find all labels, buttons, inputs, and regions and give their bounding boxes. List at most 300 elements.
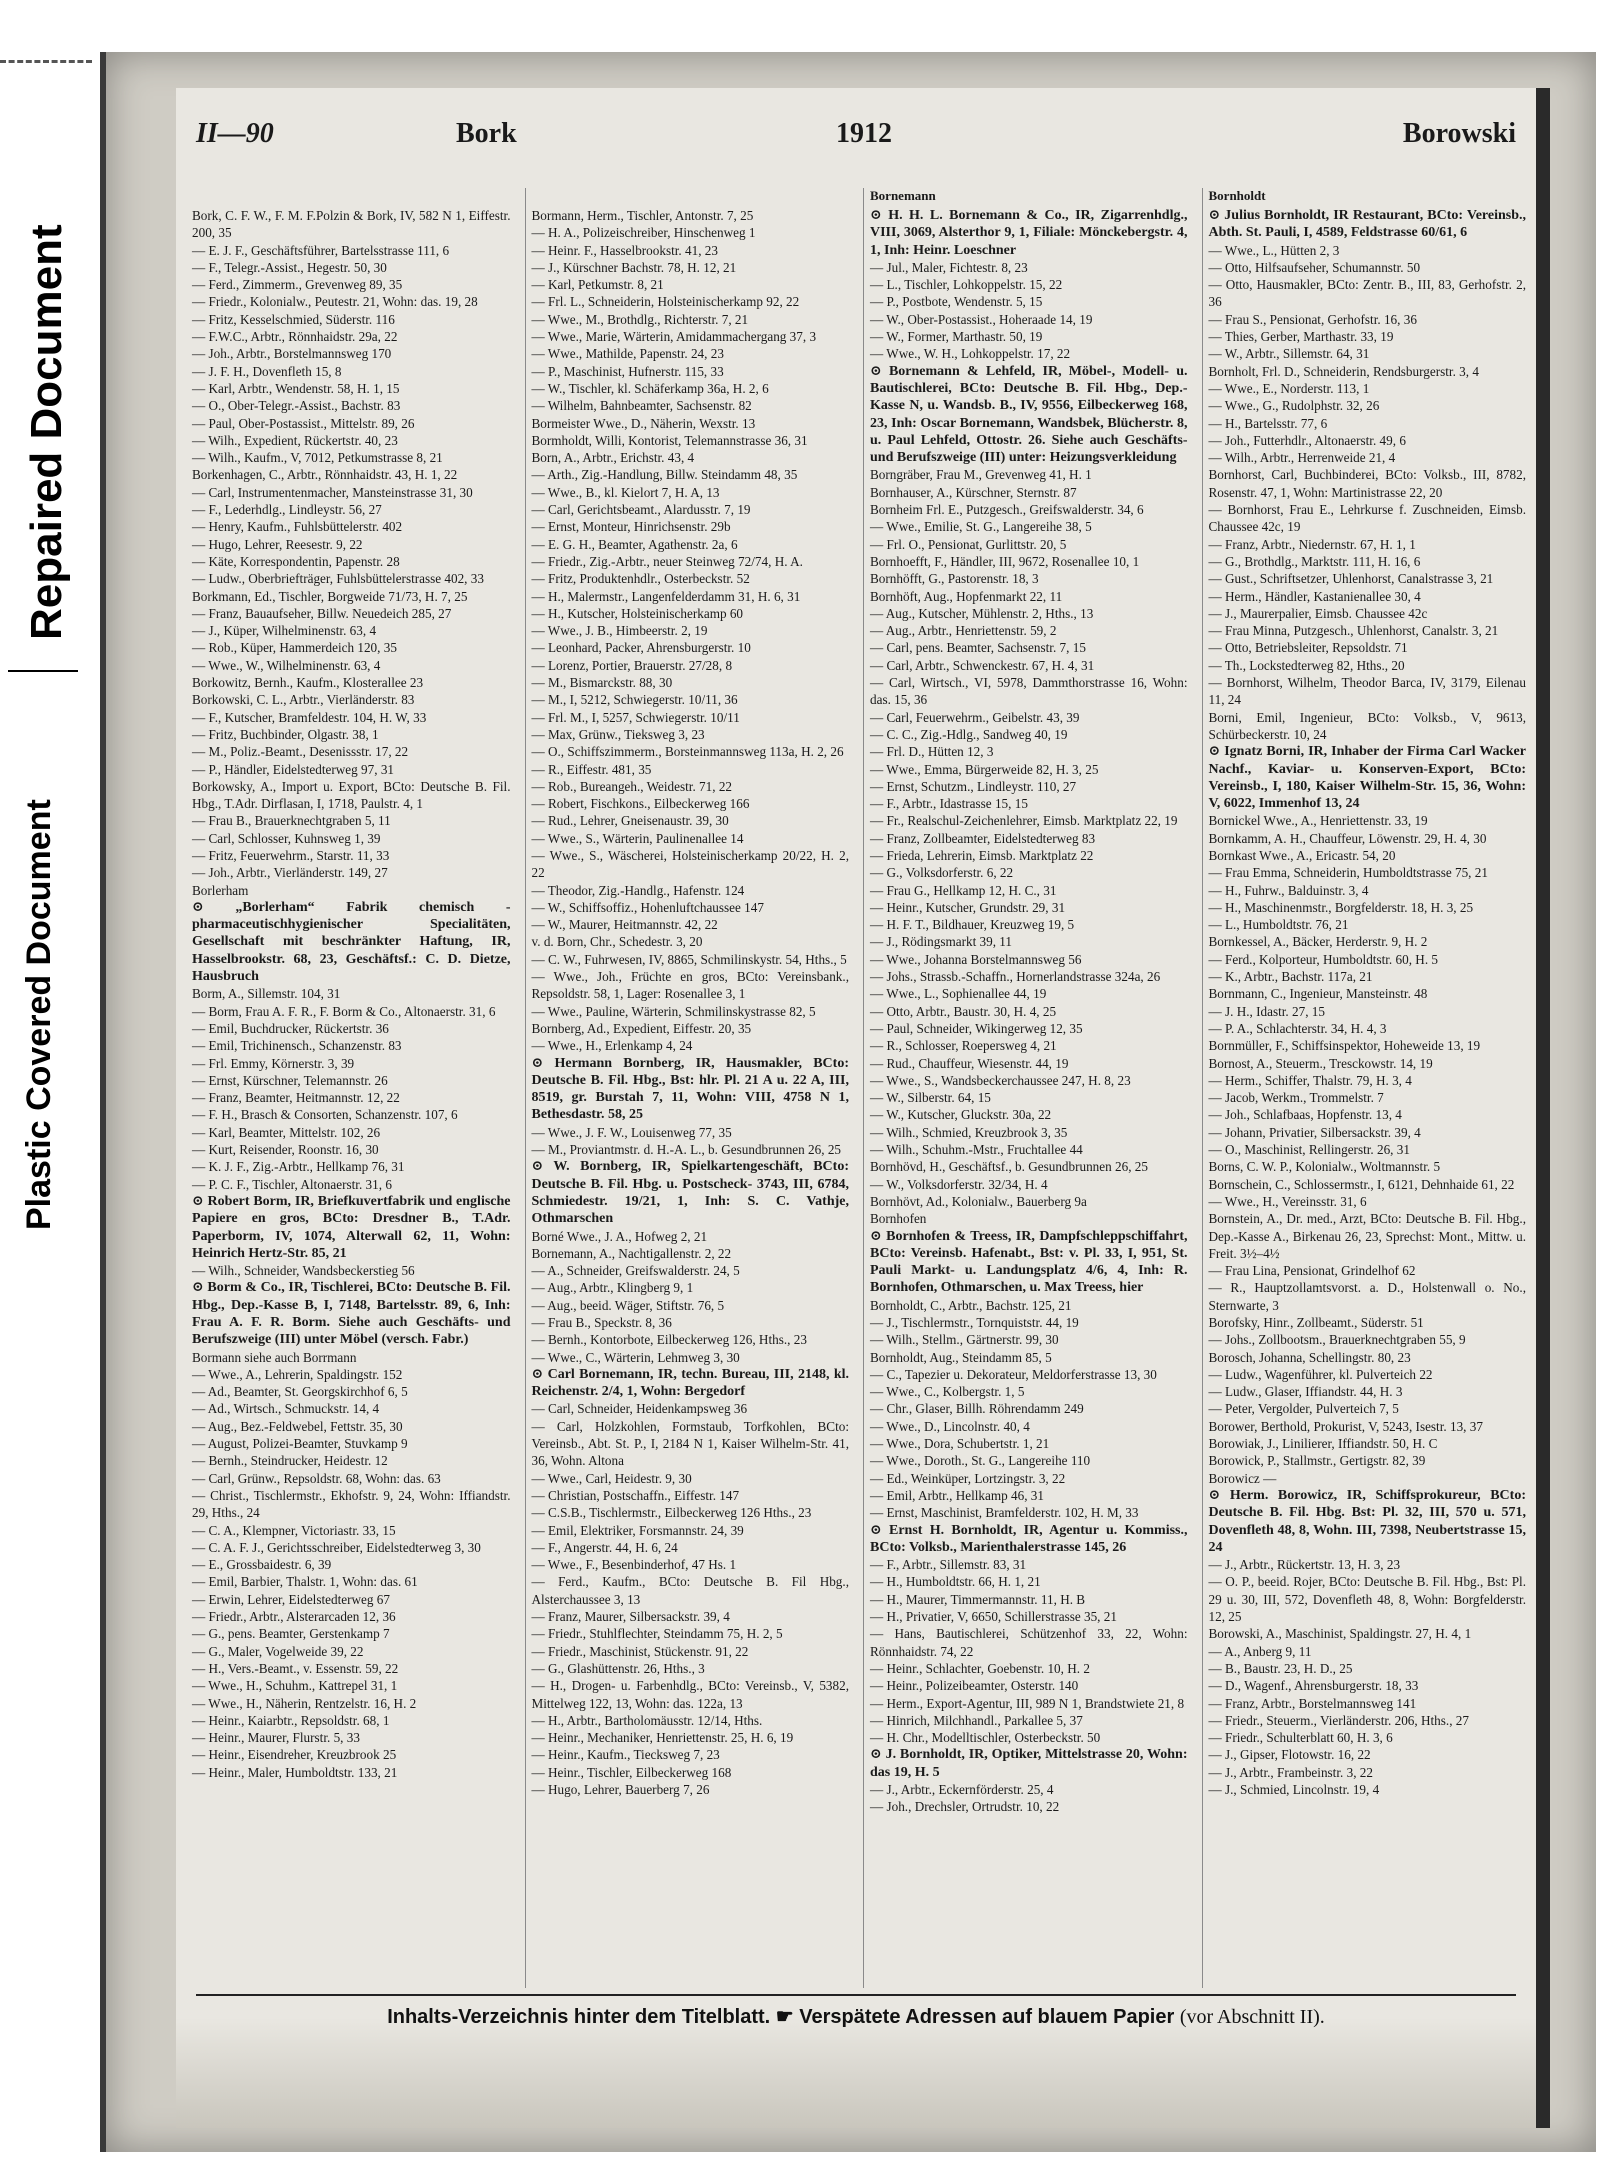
directory-entry: — Aug., beeid. Wäger, Stiftstr. 76, 5	[531, 1297, 725, 1313]
directory-entry: — Franz, Bauaufseher, Billw. Neuedeich 285, 27	[192, 605, 452, 621]
directory-entry: — Wilh., Stellm., Gärtnerstr. 99, 30	[870, 1332, 1059, 1348]
directory-entry: — M., I, 5212, Schwiegerstr. 10/11, 36	[531, 692, 738, 708]
directory-entry: — F., Angerstr. 44, H. 6, 24	[531, 1539, 678, 1555]
directory-entry: — Wwe., F., Besenbinderhof, 47 Hs. 1	[531, 1557, 737, 1573]
directory-entry: Bornheim Frl. E., Putzgesch., Greifswalderstr. 34, 6	[870, 502, 1144, 518]
directory-entry: — J., Arbtr., Rückertstr. 13, H. 3, 23	[1208, 1557, 1401, 1573]
directory-entry: — J., Arbtr., Frambeinstr. 3, 22	[1208, 1764, 1373, 1780]
directory-entry: — Otto, Hausmakler, BCto: Zentr. B., III, 83, Gerhofstr. 2, 36	[1208, 277, 1526, 310]
directory-entry: Borosch, Johanna, Schellingstr. 80, 23	[1208, 1349, 1411, 1365]
directory-entry: Bornemann, A., Nachtigallenstr. 2, 22	[531, 1245, 732, 1261]
directory-entry: — Carl, Gerichtsbeamt., Alardusstr. 7, 19	[531, 502, 751, 518]
directory-entry: — C. C., Zig.-Hdlg., Sandweg 40, 19	[870, 726, 1068, 742]
directory-entry: — Käte, Korrespondentin, Papenstr. 28	[192, 553, 400, 569]
directory-entry: — K. J. F., Zig.-Arbtr., Hellkamp 76, 31	[192, 1159, 405, 1175]
directory-entry: Bornhorst, Carl, Buchbinderei, BCto: Volksb., III, 8782, Rosenstr. 47, 1, Wohn: Martinistrasse 22, 20	[1208, 467, 1526, 500]
directory-entry: Bornstein, A., Dr. med., Arzt, BCto: Deutsche B. Fil. Hbg., Dep.-Kasse A., Birkenau 26, 23, Sprechst: Mont., Mittw. u. Freit. 3½–4½	[1208, 1211, 1526, 1261]
directory-entry: — Wilh., Kaufm., V, 7012, Petkumstrasse 8, 21	[192, 450, 443, 466]
directory-entry: — Henry, Kaufm., Fuhlsbüttelerstr. 402	[192, 519, 403, 535]
directory-entry: — Wilhelm, Bahnbeamter, Sachsenstr. 82	[531, 398, 752, 414]
directory-entry: ⊙ Bornhofen & Treess, IR, Dampfschleppschiffahrt, BCto: Vereinsb. Hafenabt., Bst: v. Pl. 33, I, 951, St. Pauli Markt- u. Landungsplatz 4/6, 4, Inh: R. Bornhofen, Othmarschen, u. Max Treess, hier	[870, 1228, 1188, 1296]
directory-entry: — Gust., Schriftsetzer, Uhlenhorst, Canalstrasse 3, 21	[1208, 571, 1494, 587]
directory-entry: — H., Kutscher, Holsteinischerkamp 60	[531, 605, 744, 621]
directory-entry: — Christian, Postschaffn., Eiffestr. 147	[531, 1487, 740, 1503]
directory-entry: — Karl, Beamter, Mittelstr. 102, 26	[192, 1124, 381, 1140]
directory-entry: Bornhauser, A., Kürschner, Sternstr. 87	[870, 484, 1077, 500]
directory-entry: Borns, C. W. P., Kolonialw., Woltmannstr. 5	[1208, 1159, 1441, 1175]
directory-entry: — Fr., Realschul-Zeichenlehrer, Eimsb. Marktplatz 22, 19	[870, 813, 1178, 829]
directory-entry: — Ernst, Monteur, Hinrichsenstr. 29b	[531, 519, 731, 535]
directory-entry: Bornost, A., Steuerm., Tresckowstr. 14, 19	[1208, 1055, 1433, 1071]
directory-entry: — C. W., Fuhrwesen, IV, 8865, Schmilinskystr. 54, Hths., 5	[531, 951, 847, 967]
directory-entry: — Heinr., Eisendreher, Kreuzbrook 25	[192, 1747, 397, 1763]
directory-entry: — Frau S., Pensionat, Gerhofstr. 16, 36	[1208, 311, 1417, 327]
directory-entry: — Frau B., Brauerknechtgraben 5, 11	[192, 813, 391, 829]
directory-entry: ⊙ Bornemann & Lehfeld, IR, Möbel-, Modell- u. Bautischlerei, BCto: Deutsche B. Fil. Hbg., Dep.-Kasse N, u. Wandsb. B., IV, 9556, Eilbeckerweg 168, 23, Inh: Oscar Bornemann, Wandsbek, Blücherstr. 8, u. Paul Lehfeld, Ottostr. 26. Siehe auch Geschäfts- und Berufszweige (III) unter: Heizungsverkleidung	[870, 363, 1188, 466]
directory-entry: Borkmann, Ed., Tischler, Borgweide 71/73, H. 7, 25	[192, 588, 468, 604]
directory-entry: Born, A., Arbtr., Erichstr. 43, 4	[531, 450, 695, 466]
directory-entry: ⊙ W. Bornberg, IR, Spielkartengeschäft, BCto: Deutsche B. Fil. Hbg. u. Postscheck- 3743, III, 6784, Schmiedestr. 19/21, 1, Inh: S. C. Vathje, Othmarschen	[531, 1159, 849, 1227]
directory-entry: Bornhöft, Aug., Hopfenmarkt 22, 11	[870, 588, 1063, 604]
directory-entry: — Wilh., Schneider, Wandsbeckerstieg 56	[192, 1263, 415, 1279]
directory-entry: Bornberg, Ad., Expedient, Eiffestr. 20, 35	[531, 1020, 752, 1036]
directory-entry: — L., Humboldtstr. 76, 21	[1208, 917, 1349, 933]
directory-entry: Bornholt, Frl. D., Schneiderin, Rendsburgerstr. 3, 4	[1208, 363, 1479, 379]
directory-entry: — Wwe., Carl, Heidestr. 9, 30	[531, 1470, 692, 1486]
directory-entry: — Heinr., Kaiarbtr., Repsoldstr. 68, 1	[192, 1712, 390, 1728]
directory-entry: — E., Grossbaidestr. 6, 39	[192, 1557, 332, 1573]
directory-entry: — Frl. M., I, 5257, Schwiegerstr. 10/11	[531, 709, 740, 725]
directory-entry: — Friedr., Kolonialw., Peutestr. 21, Wohn: das. 19, 28	[192, 294, 478, 310]
directory-entry: — Robert, Fischkons., Eilbeckerweg 166	[531, 796, 750, 812]
directory-entry: — Arth., Zig.-Handlung, Billw. Steindamm 48, 35	[531, 467, 798, 483]
directory-entry: Bormann siehe auch Borrmann	[192, 1349, 357, 1365]
directory-entry: — O., Ober-Telegr.-Assist., Bachstr. 83	[192, 398, 401, 414]
directory-entry: — Ludw., Oberbriefträger, Fuhlsbüttelerstrasse 402, 33	[192, 571, 484, 587]
directory-entry: Borowick, P., Stallmstr., Gertigstr. 82, 39	[1208, 1453, 1426, 1469]
directory-entry: — Wwe., A., Lehrerin, Spaldingstr. 152	[192, 1366, 403, 1382]
directory-entry: — Christ., Tischlermstr., Ekhofstr. 9, 24, Wohn: Iffiandstr. 29, Hths., 24	[192, 1487, 511, 1521]
directory-entry: — Franz, Arbtr., Niedernstr. 67, H. 1, 1	[1208, 536, 1416, 552]
directory-entry: — R., Schlosser, Roepersweg 4, 21	[870, 1038, 1057, 1054]
directory-entry: — Ferd., Kolporteur, Humboldtstr. 60, H. 5	[1208, 951, 1439, 967]
plastic-covered-document-label: Plastic Covered Document	[20, 799, 58, 1230]
directory-entry: Borkowsky, A., Import u. Export, BCto: Deutsche B. Fil. Hbg., T.Adr. Dirflasan, I, 1718, Paulstr. 4, 1	[192, 778, 511, 812]
directory-entry: — Wwe., B., kl. Kielort 7, H. A, 13	[531, 484, 720, 500]
directory-entry: — Frl. O., Pensionat, Gurlittstr. 20, 5	[870, 536, 1067, 552]
column-entries	[532, 207, 850, 1798]
directory-entry: — Carl, Schlosser, Kuhnsweg 1, 39	[192, 830, 381, 846]
directory-entry: — H., Privatier, V, 6650, Schillerstrasse 35, 21	[870, 1609, 1117, 1625]
directory-entry: ⊙ Julius Bornholdt, IR Restaurant, BCto: Vereinsb., Abth. St. Pauli, I, 4589, Feldstrasse 60/61, 6	[1208, 208, 1526, 241]
directory-entry: — H. Chr., Modelltischler, Osterbeckstr. 50	[870, 1730, 1101, 1746]
directory-entry: Borowski, A., Maschinist, Spaldingstr. 27, H. 4, 1	[1208, 1626, 1472, 1642]
directory-entry: — C., Tapezier u. Dekorateur, Meldorferstrasse 13, 30	[870, 1366, 1157, 1382]
directory-entry: — Wwe., H., Schuhm., Kattrepel 31, 1	[192, 1678, 398, 1694]
directory-entry: — Wwe., M., Brothdlg., Richterstr. 7, 21	[531, 311, 749, 327]
directory-entry: — Erwin, Lehrer, Eidelstedterweg 67	[192, 1591, 390, 1607]
directory-entry: Borngräber, Frau M., Grevenweg 41, H. 1	[870, 467, 1092, 483]
directory-entry: — Paul, Schneider, Wikingerweg 12, 35	[870, 1020, 1083, 1036]
directory-entry: — E. G. H., Beamter, Agathenstr. 2a, 6	[531, 536, 738, 552]
directory-entry: — Joh., Schlafbaas, Hopfenstr. 13, 4	[1208, 1107, 1402, 1123]
directory-entry: ⊙ J. Bornholdt, IR, Optiker, Mittelstrasse 20, Wohn: das 19, H. 5	[870, 1747, 1188, 1780]
directory-entry: — W., Arbtr., Sillemstr. 64, 31	[1208, 346, 1370, 362]
directory-entry: — H. F. T., Bildhauer, Kreuzweg 19, 5	[870, 917, 1075, 933]
directory-entry: — Ed., Weinküper, Lortzingstr. 3, 22	[870, 1470, 1066, 1486]
directory-entry: — Wwe., W., Wilhelminenstr. 63, 4	[192, 657, 381, 673]
directory-entry: ⊙ H. H. L. Bornemann & Co., IR, Zigarrenhdlg., VIII, 3069, Alsterthor 9, 1, Filiale: Mönckebergstr. 4, 1, Inh: Heinr. Loeschner	[870, 208, 1188, 258]
footer-rule	[196, 1994, 1516, 1996]
directory-entry: v. d. Born, Chr., Schedestr. 3, 20	[531, 934, 703, 950]
directory-entry: Bornhöfft, G., Pastorenstr. 18, 3	[870, 571, 1039, 587]
directory-entry: — Bornhorst, Frau E., Lehrkurse f. Zuschneiden, Eimsb. Chaussee 42c, 19	[1208, 502, 1526, 535]
directory-entry: — Wwe., Emma, Bürgerweide 82, H. 3, 25	[870, 761, 1099, 777]
directory-entry: — W., Volksdorferstr. 32/34, H. 4	[870, 1176, 1048, 1192]
directory-entry: — Fritz, Kesselschmied, Süderstr. 116	[192, 311, 395, 327]
directory-entry: — H., Drogen- u. Farbenhdlg., BCto: Vereinsb., V, 5382, Mittelweg 122, 13, Wohn: das. 122a, 13	[531, 1678, 849, 1711]
directory-entry: — Herm., Schiffer, Thalstr. 79, H. 3, 4	[1208, 1072, 1412, 1088]
directory-entry: — Wwe., Mathilde, Papenstr. 24, 23	[531, 346, 724, 362]
directory-entry: — Ferd., Kaufm., BCto: Deutsche B. Fil Hbg., Alsterchaussee 3, 13	[531, 1574, 849, 1607]
directory-entry: — Aug., Bez.-Feldwebel, Fettstr. 35, 30	[192, 1418, 403, 1434]
directory-entry: — Frau Lina, Pensionat, Grindelhof 62	[1208, 1263, 1416, 1279]
head-last-name: Borowski	[1402, 118, 1516, 149]
directory-entry: — Friedr., Schulterblatt 60, H. 3, 6	[1208, 1730, 1393, 1746]
directory-entry: Bornschein, C., Schlossermstr., I, 6121, Dehnhaide 61, 22	[1208, 1176, 1515, 1192]
directory-entry: — J., Tischlermstr., Tornquiststr. 44, 19	[870, 1315, 1079, 1330]
directory-entry: — Joh., Arbtr., Vierländerstr. 149, 27	[192, 865, 388, 881]
directory-entry: — Wwe., D., Lincolnstr. 40, 4	[870, 1418, 1030, 1434]
directory-entry: — Wwe., Joh., Früchte en gros, BCto: Vereinsbank., Repsoldstr. 58, 1, Lager: Rosenallee 3, 1	[531, 969, 849, 1002]
directory-entry: — P., Händler, Eidelstedterweg 97, 31	[192, 761, 395, 777]
directory-entry: — Jul., Maler, Fichtestr. 8, 23	[870, 259, 1028, 275]
page-number: II—90	[196, 118, 274, 149]
directory-entry: — Wwe., E., Norderstr. 113, 1	[1208, 380, 1370, 396]
scanned-page	[100, 52, 1596, 2152]
directory-entry: — Joh., Drechsler, Ortrudstr. 10, 22	[870, 1799, 1060, 1815]
column-head	[532, 188, 850, 204]
column-head	[192, 188, 511, 204]
directory-entry: — O., Maschinist, Rellingerstr. 26, 31	[1208, 1142, 1410, 1158]
repaired-document-label: Repaired Document	[22, 224, 71, 640]
directory-entry: Bornmüller, F., Schiffsinspektor, Hoheweide 13, 19	[1208, 1038, 1481, 1054]
directory-entry: — Aug., Arbtr., Henriettenstr. 59, 2	[870, 623, 1057, 639]
sheet-shadow	[176, 2018, 1536, 2128]
directory-entry: Borni, Emil, Ingenieur, BCto: Volksb., V, 9613, Schürbeckerstr. 10, 24	[1208, 709, 1526, 742]
directory-entry: — Rob., Bureangeh., Weidestr. 71, 22	[531, 778, 733, 794]
directory-column-2	[525, 188, 850, 1988]
directory-entry: — Carl, Wirtsch., VI, 5978, Dammthorstrasse 16, Wohn: das. 15, 36	[870, 675, 1188, 708]
directory-entry: — Heinr., Schlachter, Goebenstr. 10, H. 2	[870, 1660, 1090, 1676]
directory-entry: — Bernh., Kontorbote, Eilbeckerweg 126, Hths., 23	[531, 1332, 807, 1348]
directory-entry: — W., Ober-Postassist., Hoheraade 14, 19	[870, 311, 1093, 327]
directory-entry: ⊙ Borm & Co., IR, Tischlerei, BCto: Deutsche B. Fil. Hbg., Dep.-Kasse B, I, 7148, Bartelsstr. 89, 6, Inh: Frau A. F. R. Borm. Siehe auch Geschäfts- und Berufszweige (III) unter Möbel (versch. Fabr.)	[192, 1280, 511, 1348]
directory-entry: — F., Telegr.-Assist., Hegestr. 50, 30	[192, 259, 387, 275]
directory-columns	[186, 188, 1526, 1988]
directory-entry: — Carl, Holzkohlen, Formstaub, Torfkohlen, BCto: Vereinsb., Abt. St. P., I, 2184 N 1, Kaiser Wilhelm-Str. 41, 36, Wohn. Altona	[531, 1418, 849, 1469]
directory-entry: Borkowitz, Bernh., Kaufm., Klosterallee 23	[192, 675, 424, 691]
directory-entry: — Ernst, Maschinist, Bramfelderstr. 102, H. M, 33	[870, 1505, 1139, 1521]
directory-entry: — Friedr., Stuhlflechter, Steindamm 75, H. 2, 5	[531, 1626, 783, 1642]
directory-entry: — Friedr., Zig.-Arbtr., neuer Steinweg 72/74, H. A.	[531, 553, 803, 569]
directory-entry: — Rud., Lehrer, Gneisenaustr. 39, 30	[531, 813, 729, 829]
directory-entry: — Franz, Zollbeamter, Eidelstedterweg 83	[870, 830, 1096, 846]
directory-entry: Bornhofen	[870, 1211, 927, 1227]
directory-entry: Borkenhagen, C., Arbtr., Rönnhaidstr. 43, H. 1, 22	[192, 467, 458, 483]
directory-entry: — Carl, pens. Beamter, Sachsenstr. 7, 15	[870, 640, 1086, 656]
directory-entry: — G., Maler, Vogelweide 39, 22	[192, 1643, 364, 1659]
head-year: 1912	[836, 118, 892, 149]
directory-entry: — J. H., Idastr. 27, 15	[1208, 1003, 1325, 1019]
directory-entry: — Emil, Trichinensch., Schanzenstr. 83	[192, 1038, 402, 1054]
directory-entry: — Emil, Elektriker, Forsmannstr. 24, 39	[531, 1522, 744, 1538]
directory-entry: — G., Brothdlg., Marktstr. 111, H. 16, 6	[1208, 553, 1421, 569]
directory-entry: — Wwe., G., Rudolphstr. 32, 26	[1208, 398, 1380, 414]
directory-entry: Borm, A., Sillemstr. 104, 31	[192, 986, 341, 1002]
directory-entry: — G., Volksdorferstr. 6, 22	[870, 865, 1014, 881]
directory-entry: — E. J. F., Geschäftsführer, Bartelsstrasse 111, 6	[192, 242, 450, 258]
directory-entry: — Hans, Bautischlerei, Schützenhof 33, 22, Wohn: Rönnhaidstr. 74, 22	[870, 1626, 1188, 1659]
directory-entry: — Wwe., S., Wandsbeckerchaussee 247, H. 8, 23	[870, 1072, 1131, 1088]
directory-entry: — J., Arbtr., Eckernförderstr. 25, 4	[870, 1782, 1054, 1798]
directory-entry: — D., Wagenf., Ahrensburgerstr. 18, 33	[1208, 1678, 1419, 1694]
column-head: Bornholdt	[1208, 188, 1266, 203]
directory-entry: — Wwe., Emilie, St. G., Langereihe 38, 5	[870, 519, 1092, 535]
directory-entry: — Wwe., Johanna Borstelmannsweg 56	[870, 951, 1082, 967]
directory-entry: — Otto, Arbtr., Baustr. 30, H. 4, 25	[870, 1003, 1057, 1019]
directory-entry: — Ad., Beamter, St. Georgskirchhof 6, 5	[192, 1384, 408, 1400]
directory-entry: — Franz, Maurer, Silbersackstr. 39, 4	[531, 1609, 730, 1625]
directory-entry: — Frieda, Lehrerin, Eimsb. Marktplatz 22	[870, 847, 1094, 863]
directory-entry: ⊙ Robert Borm, IR, Briefkuvertfabrik und englische Papiere en gros, BCto: Dresdner B., T.Adr. Paperborm, IV, 1074, Alterwall 62, 11, Wohn: Heinrich Hertz-Str. 85, 21	[192, 1193, 511, 1261]
directory-entry: — Wwe., Dora, Schubertstr. 1, 21	[870, 1436, 1050, 1452]
directory-entry: — G., pens. Beamter, Gerstenkamp 7	[192, 1626, 390, 1642]
directory-entry: — Joh., Futterhdlr., Altonaerstr. 49, 6	[1208, 432, 1406, 448]
directory-entry: Borkowski, C. L., Arbtr., Vierländerstr. 83	[192, 692, 415, 708]
directory-entry: Bornmann, C., Ingenieur, Mansteinstr. 48	[1208, 986, 1428, 1002]
column-entries	[1209, 207, 1527, 1798]
directory-entry: — Carl, Feuerwehrm., Geibelstr. 43, 39	[870, 709, 1080, 725]
page-footer	[196, 2004, 1516, 2029]
directory-entry: Bork, C. F. W., F. M. F.Polzin & Bork, IV, 582 N 1, Eiffestr. 200, 35	[192, 208, 511, 241]
directory-entry: — Wwe., L., Hütten 2, 3	[1208, 242, 1340, 258]
directory-entry: ⊙ Hermann Bornberg, IR, Hausmakler, BCto: Deutsche B. Fil. Hbg., Bst: hlr. Pl. 21 A u. 22 A, III, 8519, gr. Burstah 7, 11, Wohn: VIII, 4758 N 1, Bethesdastr. 58, 25	[531, 1055, 849, 1123]
directory-entry: — Ernst, Schutzm., Lindleystr. 110, 27	[870, 778, 1077, 794]
directory-entry: — L., Tischler, Lohkoppelstr. 15, 22	[870, 277, 1063, 293]
directory-entry: — Theodor, Zig.-Handlg., Hafenstr. 124	[531, 882, 745, 898]
directory-entry: Borower, Berthold, Prokurist, V, 5243, Isestr. 13, 37	[1208, 1418, 1483, 1434]
directory-entry: — August, Polizei-Beamter, Stuvkamp 9	[192, 1436, 408, 1452]
directory-entry: ⊙ „Borlerham“ Fabrik chemisch - pharmaceutischhygienischer Specialitäten, Gesellschaft mit beschränkter Haftung, IR, Hasselbrookstr. 68, 23, Geschäftsf.: C. D. Dietze, Hausbruch	[192, 899, 511, 985]
directory-entry: Bornkast Wwe., A., Ericastr. 54, 20	[1208, 847, 1396, 863]
directory-entry: — Chr., Glaser, Billh. Röhrendamm 249	[870, 1401, 1084, 1417]
directory-entry: — Wwe., H., Näherin, Rentzelstr. 16, H. 2	[192, 1695, 417, 1711]
directory-entry: — F., Arbtr., Idastrasse 15, 15	[870, 796, 1028, 812]
directory-entry: — Wwe., S., Wärterin, Paulinenallee 14	[531, 830, 744, 846]
directory-entry: — J., Kürschner Bachstr. 78, H. 12, 21	[531, 259, 737, 275]
directory-entry: — Heinr., Maurer, Flurstr. 5, 33	[192, 1730, 360, 1746]
directory-entry: — Emil, Arbtr., Hellkamp 46, 31	[870, 1487, 1044, 1503]
directory-entry: — H., Maschinenmstr., Borgfelderstr. 18, H. 3, 25	[1208, 899, 1474, 915]
directory-entry: — Carl, Arbtr., Schwenckestr. 67, H. 4, 31	[870, 657, 1095, 673]
directory-entry: — Wwe., S., Wäscherei, Holsteinischerkamp 20/22, H. 2, 22	[531, 847, 849, 881]
directory-entry: — A., Schneider, Greifswalderstr. 24, 5	[531, 1263, 740, 1279]
directory-entry: — B., Baustr. 23, H. D., 25	[1208, 1660, 1353, 1676]
directory-entry: — C.S.B., Tischlermstr., Eilbeckerweg 126 Hths., 23	[531, 1505, 812, 1521]
directory-entry: — F.W.C., Arbtr., Rönnhaidstr. 29a, 22	[192, 329, 398, 345]
directory-entry: — Karl, Arbtr., Wendenstr. 58, H. 1, 15	[192, 380, 400, 396]
directory-entry: — Frl. Emmy, Körnerstr. 3, 39	[192, 1055, 355, 1071]
directory-entry: — H., Maurer, Timmermannstr. 11, H. B	[870, 1591, 1086, 1607]
directory-entry: — Hinrich, Milchhandl., Parkallee 5, 37	[870, 1712, 1083, 1728]
directory-entry: Borowicz —	[1208, 1470, 1277, 1486]
directory-entry: — H., Malermstr., Langenfelderdamm 31, H. 6, 31	[531, 588, 801, 604]
directory-entry: Bornhövd, H., Geschäftsf., b. Gesundbrunnen 26, 25	[870, 1159, 1148, 1175]
column-entries	[192, 207, 511, 1781]
directory-entry: — Heinr., Kutscher, Grundstr. 29, 31	[870, 899, 1066, 915]
directory-entry: — Kurt, Reisender, Roonstr. 16, 30	[192, 1142, 379, 1158]
directory-entry: — F., Kutscher, Bramfeldestr. 104, H. W, 33	[192, 709, 427, 725]
directory-entry: — Frau Emma, Schneiderin, Humboldtstrasse 75, 21	[1208, 865, 1488, 881]
directory-entry: — Friedr., Arbtr., Alsterarcaden 12, 36	[192, 1609, 396, 1625]
directory-entry: — Th., Lockstedterweg 82, Hths., 20	[1208, 657, 1405, 673]
directory-entry: — Wwe., J. B., Himbeerstr. 2, 19	[531, 623, 708, 639]
directory-entry: — Wwe., J. F. W., Louisenweg 77, 35	[531, 1124, 732, 1140]
directory-entry: — Ludw., Wagenführer, kl. Pulverteich 22	[1208, 1366, 1433, 1382]
directory-entry: — Herm., Händler, Kastanienallee 30, 4	[1208, 588, 1421, 604]
directory-entry: — K., Arbtr., Bachstr. 117a, 21	[1208, 969, 1373, 985]
directory-entry: — Heinr., Mechaniker, Henriettenstr. 25, H. 6, 19	[531, 1730, 794, 1746]
directory-entry: — Herm., Export-Agentur, III, 989 N 1, Brandstwiete 21, 8	[870, 1695, 1185, 1711]
directory-entry: — Heinr., Kaufm., Tiecksweg 7, 23	[531, 1747, 720, 1763]
directory-entry: — Ferd., Zimmerm., Grevenweg 89, 35	[192, 277, 403, 293]
directory-entry: — Otto, Hilfsaufseher, Schumannstr. 50	[1208, 259, 1421, 275]
directory-entry: — Borm, Frau A. F. R., F. Borm & Co., Altonaerstr. 31, 6	[192, 1003, 496, 1019]
directory-entry: — Frl. D., Hütten 12, 3	[870, 744, 994, 760]
directory-entry: — Franz, Arbtr., Borstelmannsweg 141	[1208, 1695, 1417, 1711]
directory-entry: — P. C. F., Tischler, Altonaerstr. 31, 6	[192, 1176, 392, 1192]
directory-entry: — P. A., Schlachterstr. 34, H. 4, 3	[1208, 1020, 1387, 1036]
column-head: Bornemann	[870, 188, 936, 203]
directory-entry: — Johann, Privatier, Silbersackstr. 39, 4	[1208, 1124, 1421, 1140]
directory-entry: — Wwe., H., Vereinsstr. 31, 6	[1208, 1193, 1367, 1209]
head-first-name: Bork	[456, 118, 517, 149]
directory-entry: — Friedr., Maschinist, Stückenstr. 91, 22	[531, 1643, 749, 1659]
directory-entry: — P., Maschinist, Hufnerstr. 115, 33	[531, 363, 724, 379]
directory-entry: — Wwe., Pauline, Wärterin, Schmilinskystrasse 82, 5	[531, 1003, 816, 1019]
directory-entry: — Leonhard, Packer, Ahrensburgerstr. 10	[531, 640, 751, 656]
directory-entry: — Max, Grünw., Tieksweg 3, 23	[531, 726, 705, 742]
directory-entry: — Frau Minna, Putzgesch., Uhlenhorst, Canalstr. 3, 21	[1208, 623, 1499, 639]
directory-entry: — Johs., Zollbootsm., Brauerknechtgraben 55, 9	[1208, 1332, 1466, 1348]
directory-entry: Bormann, Herm., Tischler, Antonstr. 7, 25	[531, 208, 754, 223]
side-label-strip	[0, 0, 92, 2177]
directory-entry: — R., Eiffestr. 481, 35	[531, 761, 652, 777]
directory-entry: — Wwe., Doroth., St. G., Langereihe 110	[870, 1453, 1091, 1469]
directory-entry: — Otto, Betriebsleiter, Repsoldstr. 71	[1208, 640, 1408, 656]
directory-entry: — Aug., Arbtr., Klingberg 9, 1	[531, 1280, 694, 1296]
directory-entry: — Rud., Chauffeur, Wiesenstr. 44, 19	[870, 1055, 1069, 1071]
directory-entry: — Bernh., Steindrucker, Heidestr. 12	[192, 1453, 388, 1469]
directory-entry: — Carl, Schneider, Heidenkampsweg 36	[531, 1401, 748, 1417]
directory-entry: Bornkamm, A. H., Chauffeur, Löwenstr. 29, H. 4, 30	[1208, 830, 1487, 846]
directory-entry: Bornholdt, C., Arbtr., Bachstr. 125, 21	[870, 1297, 1072, 1313]
directory-entry: — J., Maurerpalier, Eimsb. Chaussee 42c	[1208, 605, 1428, 621]
directory-entry: — W., Schiffsoffiz., Hohenluftchaussee 147	[531, 899, 764, 915]
directory-column-1	[186, 188, 511, 1988]
directory-entry: — Wwe., H., Erlenkamp 4, 24	[531, 1038, 693, 1054]
directory-entry: — M., Proviantmstr. d. H.-A. L., b. Gesundbrunnen 26, 25	[531, 1142, 842, 1158]
directory-entry: — Joh., Arbtr., Borstelmannsweg 170	[192, 346, 392, 362]
directory-entry: — Jacob, Werkm., Trommelstr. 7	[1208, 1090, 1384, 1106]
directory-entry: — Frau G., Hellkamp 12, H. C., 31	[870, 882, 1057, 898]
directory-entry: — J., Rödingsmarkt 39, 11	[870, 934, 1013, 950]
directory-entry: — Ernst, Kürschner, Telemannstr. 26	[192, 1072, 388, 1088]
directory-entry: — Bornhorst, Wilhelm, Theodor Barca, IV, 3179, Eilenau 11, 24	[1208, 675, 1526, 708]
directory-entry: Borofsky, Hinr., Zollbeamt., Süderstr. 51	[1208, 1315, 1424, 1330]
directory-entry: — J., Küper, Wilhelminenstr. 63, 4	[192, 623, 377, 639]
directory-entry: — Carl, Instrumentenmacher, Mansteinstrasse 31, 30	[192, 484, 473, 500]
directory-sheet	[176, 88, 1550, 2128]
directory-entry: — Lorenz, Portier, Brauerstr. 27/28, 8	[531, 657, 733, 673]
directory-entry: — J. F. H., Dovenfleth 15, 8	[192, 363, 342, 379]
directory-entry: — J., Schmied, Lincolnstr. 19, 4	[1208, 1782, 1380, 1798]
directory-entry: — Karl, Petkumstr. 8, 21	[531, 277, 664, 293]
directory-entry: — Wwe., Marie, Wärterin, Amidammachergang 37, 3	[531, 329, 817, 345]
directory-entry: — H., Bartelsstr. 77, 6	[1208, 415, 1328, 431]
directory-entry: — M., Bismarckstr. 88, 30	[531, 675, 673, 691]
directory-entry: — Wwe., C., Wärterin, Lehmweg 3, 30	[531, 1349, 740, 1365]
directory-entry: — F., Arbtr., Sillemstr. 83, 31	[870, 1557, 1027, 1573]
directory-entry: — W., Silberstr. 64, 15	[870, 1090, 991, 1106]
running-head	[196, 118, 1516, 178]
directory-entry: — Wwe., L., Sophienallee 44, 19	[870, 986, 1047, 1002]
directory-entry: — Wwe., C., Kolbergstr. 1, 5	[870, 1384, 1025, 1400]
directory-entry: Bornhoefft, F., Händler, III, 9672, Rosenallee 10, 1	[870, 553, 1140, 569]
directory-entry: — Heinr., Maler, Humboldtstr. 133, 21	[192, 1764, 398, 1780]
directory-entry: Bornholdt, Aug., Steindamm 85, 5	[870, 1349, 1052, 1365]
directory-entry: — W., Maurer, Heitmannstr. 42, 22	[531, 917, 718, 933]
directory-entry: — Emil, Buchdrucker, Rückertstr. 36	[192, 1020, 389, 1036]
directory-entry: — W., Former, Marthastr. 50, 19	[870, 329, 1043, 345]
directory-entry: — Frau B., Speckstr. 8, 36	[531, 1315, 672, 1330]
label-divider	[8, 670, 78, 672]
directory-entry: — Wilh., Arbtr., Herrenweide 21, 4	[1208, 450, 1396, 466]
footer-note: (vor Abschnitt II).	[1179, 2006, 1325, 2028]
directory-entry: — C. A. F. J., Gerichtsschreiber, Eidelstedterweg 3, 30	[192, 1539, 481, 1555]
directory-entry: — Thies, Gerber, Marthastr. 33, 19	[1208, 329, 1394, 345]
crop-marks	[0, 60, 92, 63]
directory-entry: — H., Vers.-Beamt., v. Essenstr. 59, 22	[192, 1660, 399, 1676]
directory-column-3	[863, 188, 1188, 1988]
directory-entry: ⊙ Carl Bornemann, IR, techn. Bureau, III, 2148, kl. Reichenstr. 2/4, 1, Wohn: Bergedorf	[531, 1366, 849, 1400]
directory-entry: — Ludw., Glaser, Iffiandstr. 44, H. 3	[1208, 1384, 1403, 1400]
directory-entry: — Emil, Barbier, Thalstr. 1, Wohn: das. 61	[192, 1574, 418, 1590]
directory-entry: — Johs., Strassb.-Schaffn., Hornerlandstrasse 324a, 26	[870, 969, 1161, 985]
directory-entry: — C. A., Klempner, Victoriastr. 33, 15	[192, 1522, 396, 1538]
directory-entry: — Heinr., Tischler, Eilbeckerweg 168	[531, 1764, 732, 1780]
directory-entry: — J., Gipser, Flotowstr. 16, 22	[1208, 1747, 1371, 1763]
column-entries	[870, 207, 1188, 1816]
directory-entry: — Wilh., Schuhm.-Mstr., Fruchtallee 44	[870, 1142, 1083, 1158]
directory-entry: — Friedr., Steuerm., Vierländerstr. 206, Hths., 27	[1208, 1712, 1469, 1728]
directory-entry: — Paul, Ober-Postassist., Mittelstr. 89, 26	[192, 415, 415, 431]
directory-entry: Bornkessel, A., Bäcker, Herderstr. 9, H. 2	[1208, 934, 1428, 950]
directory-entry: — R., Hauptzollamtsvorst. a. D., Holstenwall o. No., Sternwarte, 3	[1208, 1280, 1526, 1313]
directory-entry: Bormeister Wwe., D., Näherin, Wexstr. 13	[531, 415, 756, 431]
directory-entry: Borné Wwe., J. A., Hofweg 2, 21	[531, 1228, 708, 1244]
